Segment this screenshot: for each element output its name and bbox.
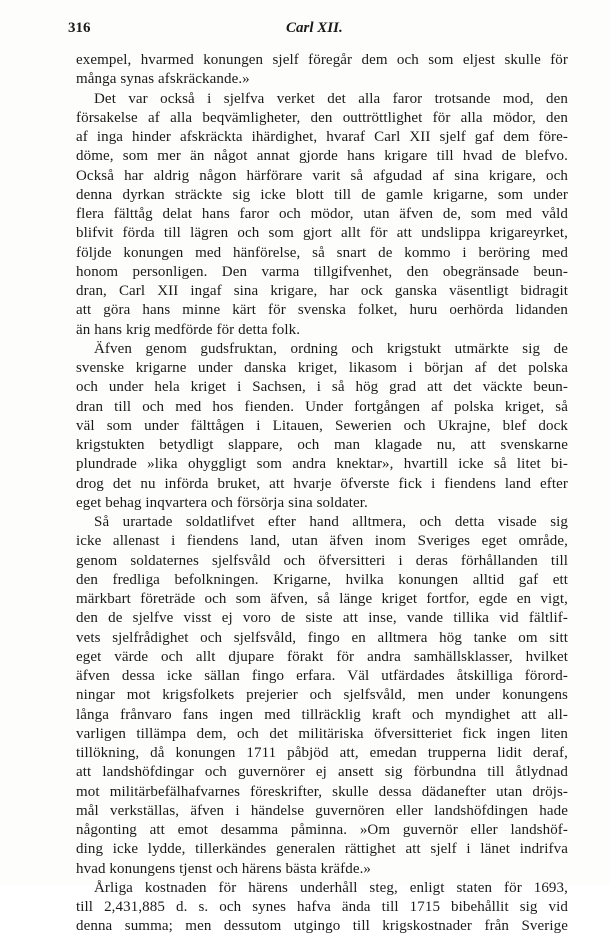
text-line: långa frånvaro fans ingen med tillräcklig kraft och myndighet att all- — [76, 706, 568, 723]
text-line: märkbart företräde och som äfven, så länge kriget fortfor, egde en vigt, — [76, 591, 568, 607]
text-line: den de sjelfve visst ej voro de siste att inse, vande tillika vid fältlif- — [76, 610, 568, 627]
text-line: följde konungen med hänförelse, så snart de kommo i beröring med — [76, 244, 568, 261]
text-line: mot militärbefälhafvarnes föreskrifter, skulle dessa dädanefter utan dröjs- — [76, 783, 568, 800]
text-line: honom personligen. Den varma tillgifvenhet, den obegränsade beun- — [76, 263, 568, 280]
text-line: icke allenast i fiendens land, utan äfven inom Sveriges eget område, — [76, 533, 568, 550]
running-head — [68, 20, 568, 40]
text-line: att landshöfdingar och guvernörer ej ansett sig förbundna till åtlydnad — [76, 764, 568, 781]
text-line: än hans krig medförde för detta folk. — [76, 321, 301, 338]
text-line: eget behag inqvartera och försörja sina soldater. — [76, 494, 368, 511]
text-line: svenske krigarne under danska kriget, likasom i början af det polska — [76, 360, 568, 376]
text-line: hvad konungens tjenst och härens bästa kräfde.» — [76, 860, 372, 877]
text-line: blifvit förda till lägren och som gjort allt för att undslippa krigareyrket, — [76, 225, 568, 242]
text-line: Det var också i sjelfva verket det alla faror trotsande mod, den — [94, 90, 568, 107]
text-line: att göra hans minne kärt för svenska folket, huru oerhörda lidanden — [76, 302, 568, 319]
text-line: plundrade »lika ohyggligt som andra knektar», hvartill icke så litet bi- — [76, 456, 568, 473]
body-text — [76, 51, 568, 937]
page-number: 316 — [68, 20, 91, 36]
text-line: dran till och med hos fienden. Under fortgången af polska kriget, så — [76, 398, 568, 415]
text-line: Äfven genom gudsfruktan, ordning och krigstukt utmärkte sig de — [94, 340, 568, 357]
text-line: dran, Carl XII ingaf sina krigare, har ock ganska väsentligt bidragit — [76, 283, 568, 299]
text-line: flera fälttåg delat hans faror och mödor, utan äfven de, som med våld — [76, 206, 568, 222]
text-line: många synas afskräckande.» — [76, 71, 250, 88]
text-line: till 2,431,885 d. s. och synes hafva ända till 1715 bibehållit sig vid — [76, 899, 568, 915]
text-line: af inga hinder afskräckta ihärdighet, hvaraf Carl XII sjelf gaf dem före- — [76, 129, 568, 145]
text-line: denna dyrkan sträckte sig icke blott till de gamle krigarne, som under — [76, 186, 568, 203]
text-line: mål verkställas, äfven i händelse guvernören eller landshöfdingen hade — [76, 802, 568, 819]
text-line: genom soldaternes sjelfsvåld och öfversitteri i deras förhållanden till — [76, 552, 568, 569]
text-line: och under hela kriget i Sachsen, i så hög grad att det väckte beun- — [76, 379, 568, 396]
text-line: försakelse af alla beqvämligheter, den outtröttlighet för alla mödor, den — [76, 109, 568, 126]
text-line: äfven dessa icke sällan fingo erfara. Väl utfärdades åtskilliga förord- — [76, 668, 568, 684]
text-line: ding icke lydde, tillerkändes generalen rättighet att sjelf i länet indrifva — [76, 841, 568, 858]
text-line: Så urartade soldatlifvet efter hand alltmera, och detta visade sig — [94, 514, 568, 530]
text-line: Årliga kostnaden för härens underhåll steg, enligt staten för 1693, — [94, 879, 568, 896]
text-line: krigstukten betydligt slappare, och man klagade nu, att svenskarne — [76, 437, 568, 453]
text-line: döme, som mer än något annat gjorde hans krigare till hvad de blefvo. — [76, 148, 568, 165]
text-line: Också har aldrig någon härförare varit så afgudad af sina krigare, och — [76, 167, 568, 184]
running-title: Carl XII. — [286, 20, 343, 36]
text-line: denna summa; men dessutom utgingo till krigskostnader från Sverige — [76, 918, 568, 935]
text-line: ningar mot krigsfolkets prejerier och sjelfsvåld, men under konungens — [76, 687, 568, 704]
text-line: varligen tillämpa dem, och det militäriska öfversitteriet fick ingen liten — [76, 725, 568, 742]
text-line: eget värde och allt djupare förakt för andra samhällsklasser, hvilket — [76, 648, 568, 665]
text-line: någonting att emot desamma påminna. »Om guvernör eller landshöf- — [76, 822, 568, 838]
text-line: tillökning, då konungen 1711 påbjöd att, emedan trupperna lidit deraf, — [76, 745, 568, 761]
text-line: den fredliga befolkningen. Krigarne, hvilka konungen alltid gaf ett — [76, 571, 568, 588]
text-line: drog det nu införda bruket, att hvarje öfverste fick i fiendens land efter — [76, 475, 568, 492]
text-line: vets sjelfrådighet och sjelfsvåld, fingo en alltmera hög tanke om sitt — [76, 629, 568, 646]
text-line: väl som under fälttågen i Litauen, Sewerien och Ukrajne, blef dock — [76, 417, 568, 434]
text-line: exempel, hvarmed konungen sjelf föregår dem och som eljest skulle för — [76, 52, 568, 68]
